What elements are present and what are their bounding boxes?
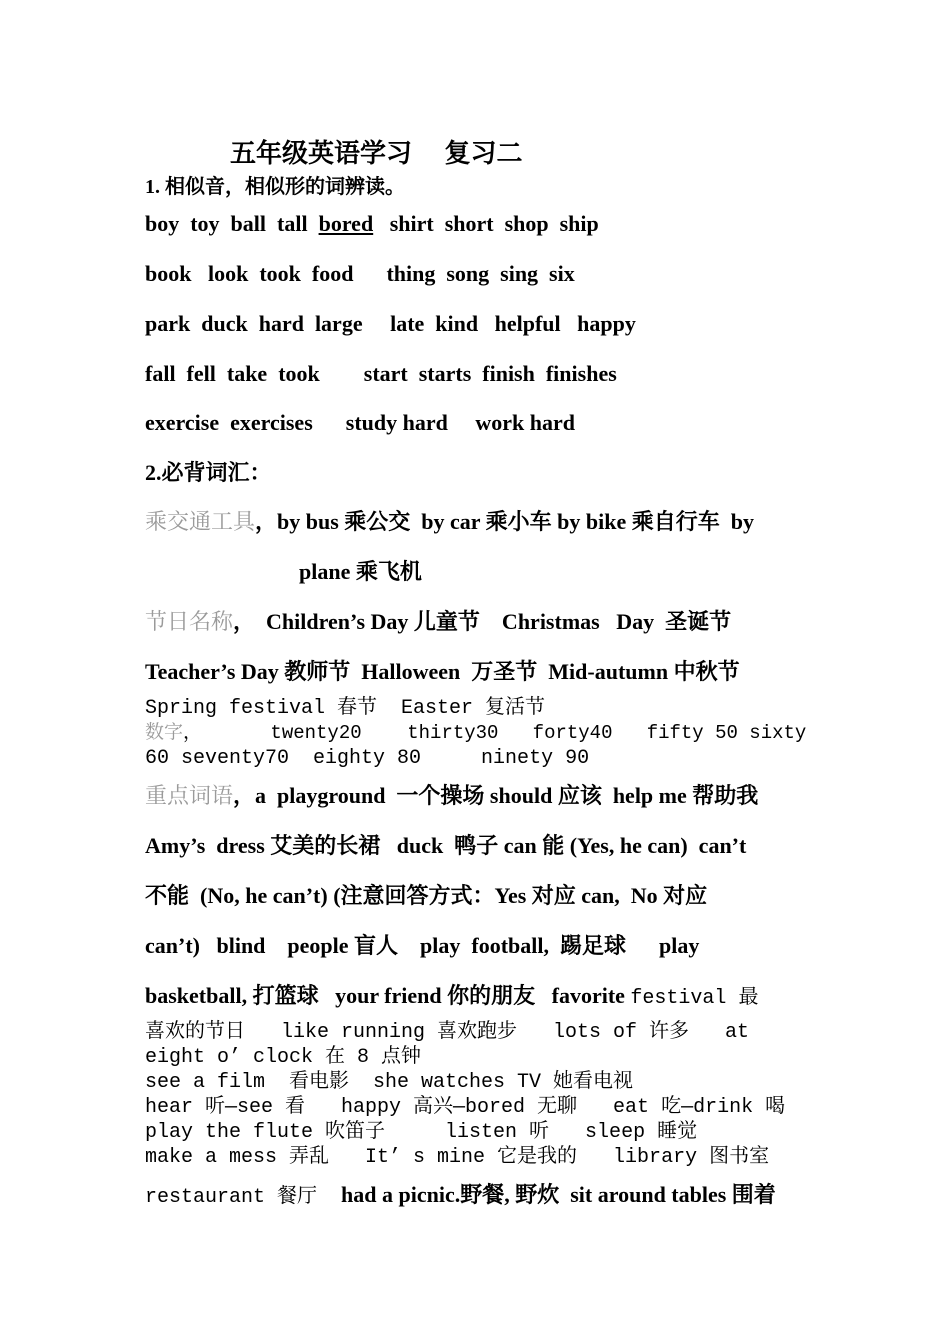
number-label: 数字 xyxy=(145,722,184,744)
key-line-6: 喜欢的节日 like running 喜欢跑步 lots of 许多 at xyxy=(145,1021,750,1044)
key-text-1: ，a playground 一个操场 should 应该 help me 帮助我 xyxy=(233,783,759,808)
key-line-10: play the flute 吹笛子 listen 听 sleep 睡觉 xyxy=(145,1121,698,1144)
number-line-2: 60 seventy70 eighty 80 ninety 90 xyxy=(145,747,590,770)
word-row-3: park duck hard large late kind helpful happy xyxy=(145,311,636,336)
festival-line-3: Spring festival 春节 Easter 复活节 xyxy=(145,697,546,720)
word-row-1-end: shirt short shop ship xyxy=(373,211,599,236)
key-line-9: hear 听—see 看 happy 高兴—bored 无聊 eat 吃—drink 喝 xyxy=(145,1096,786,1119)
key-line-4: can’t) blind people 盲人 play football, 踢足球 play xyxy=(145,933,700,958)
festival-label: 节日名称 xyxy=(145,609,234,634)
key-line-3: 不能 (No, he can’t) (注意回答方式：Yes 对应 can, No 对应 xyxy=(145,883,708,908)
festival-text-1: ， Children’s Day 儿童节 Christmas Day 圣诞节 xyxy=(233,609,732,634)
transport-line-1 xyxy=(145,509,806,535)
key-words-label: 重点词语 xyxy=(145,783,234,808)
festival-line-1 xyxy=(145,609,806,635)
key-line-1 xyxy=(145,783,806,809)
festival-text-2: Teacher’s Day 教师节 Halloween 万圣节 Mid-autumn 中秋节 xyxy=(145,659,740,684)
key-line-7: eight o’ clock 在 8 点钟 xyxy=(145,1046,422,1069)
page-title: 五年级英语学习 复习二 xyxy=(230,139,523,168)
word-row-1 xyxy=(145,211,806,237)
word-row-2: book look took food thing song sing six xyxy=(145,261,575,286)
word-row-1-start: boy toy ball tall xyxy=(145,211,319,236)
number-line-1 xyxy=(145,722,806,745)
key-line-12 xyxy=(145,1182,806,1210)
key-text-12b: had a picnic.野餐, 野炊 sit around tables 围着 xyxy=(341,1182,776,1207)
word-row-5: exercise exercises study hard work hard xyxy=(145,410,575,435)
transport-label: 乘交通工具 xyxy=(145,509,256,534)
key-text-5b: festival 最 xyxy=(630,987,759,1010)
key-line-5 xyxy=(145,983,806,1011)
key-line-11: make a mess 弄乱 It’ s mine 它是我的 library 图书室 xyxy=(145,1146,770,1169)
number-text-1: ， twenty20 thirty30 forty40 fifty 50 sixty xyxy=(183,722,807,744)
section-1-heading: 1. 相似音，相似形的词辨读。 xyxy=(145,176,405,198)
transport-line-2: plane 乘飞机 xyxy=(299,559,422,584)
word-row-4: fall fell take took start starts finish finishes xyxy=(145,361,617,386)
key-line-2: Amy’s dress 艾美的长裙 duck 鸭子 can 能 (Yes, he can) can’t xyxy=(145,833,747,858)
underlined-word: bored xyxy=(318,211,374,236)
key-line-8: see a film 看电影 she watches TV 她看电视 xyxy=(145,1071,634,1094)
key-text-12a: restaurant 餐厅 xyxy=(145,1186,342,1209)
section-2-heading: 2.必背词汇： xyxy=(145,460,272,485)
transport-text-1: ，by bus 乘公交 by car 乘小车 by bike 乘自行车 by xyxy=(255,509,754,534)
festival-line-2 xyxy=(145,659,806,685)
key-text-5a: basketball, 打篮球 your friend 你的朋友 favorite xyxy=(145,983,631,1008)
